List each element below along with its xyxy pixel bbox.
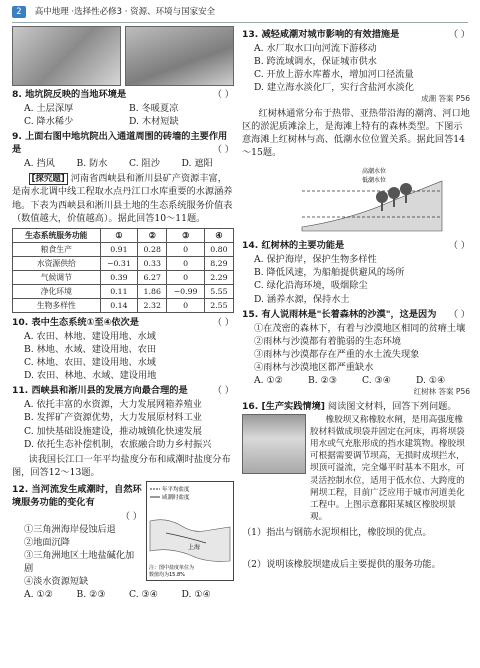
q15-choice-b[interactable]: B. ②③ <box>308 374 338 386</box>
q8-option-b[interactable]: B. 冬暖夏凉 <box>129 103 179 115</box>
q14-option-d[interactable]: D. 涵养水源，保持水土 <box>254 293 350 305</box>
yangtze-salinity-map <box>146 481 234 581</box>
intro-10-11: [探究题] 河南省西峡县和淅川县矿产资源丰富，是南水北调中线工程取水点丹江口水库重要的水源涵养地。下表为西峡县和淅川县土地的生态系统服务价值表（数值越大，价值越高）。据此回答10～11题。 <box>12 173 233 224</box>
ecosystem-value-table <box>12 228 234 313</box>
table-row: 净化环境 0.11 1.86 −0.99 5.55 <box>13 284 234 298</box>
q8-option-c[interactable]: C. 降水稀少 <box>24 116 74 128</box>
q11-option-a[interactable]: A. 依托丰富的水资源，大力发展网箱养殖业 <box>24 399 202 411</box>
q8-option-a[interactable]: A. 土层深厚 <box>24 103 74 115</box>
page-header <box>12 6 468 23</box>
table-row: 气候调节 0.39 6.27 0 2.29 <box>13 270 234 284</box>
question-8: 8. 地坑院反映的当地环境是 （ ） <box>12 89 234 100</box>
mangrove-tide-diagram <box>242 161 470 233</box>
question-16: 16. [生产实践情境] 阅读图文材料，回答下列问题。 <box>242 400 457 412</box>
right-column <box>242 26 470 571</box>
q12-block: 12. 当河流发生咸潮时，自然环境服务功能的变化有 （ ） ①三角洲海岸侵蚀后退 ②地面沉降 ③三角洲地区土地盐碱化加剧 ④淡水资源短缺 年平均盐度 咸潮时盐度 上海 注：图中盐度单位为 数值均为15.8% <box>12 481 234 589</box>
table-row: 生物多样性 0.14 2.32 0 2.55 <box>13 298 234 312</box>
q13-option-d[interactable]: D. 建立海水淡化厂，实行含盐河水淡化 <box>254 82 414 94</box>
legend-annual-salinity: 年平均盐度 <box>162 486 190 493</box>
q12-choices <box>24 588 234 601</box>
q9-option-d[interactable]: D. 遮阳 <box>181 158 213 170</box>
q10-option-a[interactable]: A. 农田、林地、建设用地、水域 <box>24 331 156 343</box>
q15-choice-c[interactable]: C. ③④ <box>362 374 392 386</box>
intro-14-15: 红树林通常分布于热带、亚热带沿海的潮湾、河口地区的淤泥质滩涂上，是海滩上特有的森林类型。下图示意海滩上红树林与高、低潮水位位置关系。据此回答14～15题。 <box>242 107 470 159</box>
question-12: 12. 当河流发生咸潮时，自然环境服务功能的变化有 <box>12 483 142 508</box>
q16-text: 橡胶坝又称橡胶水闸，是用高强度橡胶材料做成坝袋并固定在河床，再将坝袋用水或气充胀形成的挡水建筑物。橡胶坝可根据需要调节坝高，无损时成坝拦水，坝顶可溢流，完全爆平时基本不阻水，可灵活控制水位，适用于低水位、大跨度的闸坝工程，目前广泛应用于城市河道美化工程中。上图示意鄱阳某城区橡胶坝景观。 <box>310 414 465 523</box>
table-row: 粮食生产 0.91 0.28 0 0.80 <box>13 242 234 256</box>
q14-option-c[interactable]: C. 绿化沿海环境，吸烟除尘 <box>254 280 368 292</box>
left-column <box>12 26 234 601</box>
beach-slope <box>302 181 442 231</box>
header-title: 高中地理 ·选择性必修3 · 资源、环境与国家安全 <box>34 7 216 17</box>
q9-options <box>24 157 234 170</box>
question-15: 15. 有人说雨林是"长着森林的沙漠"，这是因为 （ ） <box>242 308 470 320</box>
q15-choice-d[interactable]: D. ①④ <box>416 374 446 386</box>
place-label-shanghai: 上海 <box>188 543 201 551</box>
question-11: 11. 西峡县和淅川县的发展方向最合理的是 （ ） <box>12 385 234 397</box>
high-tide-label: 高潮水位 <box>362 168 387 176</box>
inquiry-tag: [探究题] <box>29 173 68 185</box>
legend-tide-salinity: 咸潮时盐度 <box>162 494 190 501</box>
q8-option-d[interactable]: D. 木材短缺 <box>129 116 179 128</box>
answer-ref-13: 成潮 答案 P56 <box>421 94 470 104</box>
q10-option-b[interactable]: B. 林地、水域、建设用地、农田 <box>24 344 157 356</box>
q9-option-c[interactable]: C. 阻沙 <box>129 158 160 170</box>
q9-option-b[interactable]: B. 防水 <box>76 158 108 170</box>
q16-sub-1: （1）指出与钢筋水泥坝相比，橡胶坝的优点。 <box>242 527 432 539</box>
intro-12-13: 读我国长江口一年平均盐度分布和咸潮时盐度分布图，回答12～13题。 <box>12 453 231 478</box>
answer-space-1[interactable] <box>242 540 470 558</box>
q12-choice-a[interactable]: A. ①② <box>24 589 53 601</box>
map-note-1: 注：图中盐度单位为 <box>149 564 195 571</box>
q14-option-a[interactable]: A. 保护海岸，保护生物多样性 <box>254 254 377 266</box>
q13-option-c[interactable]: C. 开放上游水库蓄水，增加河口径流量 <box>254 69 414 81</box>
q8-options <box>24 102 234 128</box>
answer-ref-15: 红树林 答案 P56 <box>413 386 470 396</box>
q12-choice-d[interactable]: D. ①④ <box>181 589 211 601</box>
map-note-2: 数值均为15.8% <box>149 571 185 578</box>
q13-option-b[interactable]: B. 跨流域调水，保证城市供水 <box>254 56 377 68</box>
rubber-dam-photo <box>242 414 306 474</box>
q15-item-2: ②雨林与沙漠都有着脆弱的生态环境 <box>254 335 401 347</box>
q15-choice-a[interactable]: A. ①② <box>254 374 283 386</box>
q12-item-2: ②地面沉降 <box>24 537 70 548</box>
q10-option-c[interactable]: C. 林地、农田、建设用地、水域 <box>24 357 156 369</box>
question-10: 10. 表中生态系统①至④依次是 （ ） <box>12 317 234 328</box>
page-number: 2 <box>12 6 26 18</box>
q16-sub-2: （2）说明该橡胶坝建成后主要提供的服务功能。 <box>242 558 441 570</box>
q11-option-b[interactable]: B. 发挥矿产资源优势，大力发展原材料工业 <box>24 412 202 424</box>
q11-option-c[interactable]: C. 加快基础设施建设，推动城镇化快速发展 <box>24 425 202 437</box>
q14-option-b[interactable]: B. 降低风速，为船舶提供避风的场所 <box>254 267 405 279</box>
question-13: 13. 减轻咸潮对城市影响的有效措施是 （ ） <box>242 29 470 40</box>
q15-item-4: ④雨林与沙漠地区都严重缺水 <box>254 361 374 373</box>
q12-item-1: ①三角洲海岸侵蚀后退 <box>24 523 116 535</box>
q12-choice-c[interactable]: C. ③④ <box>129 589 159 601</box>
q9-option-a[interactable]: A. 挡风 <box>24 158 55 170</box>
q15-item-3: ③雨林与沙漠都存在严重的水土流失现象 <box>254 348 420 360</box>
q15-choices <box>254 374 470 387</box>
q12-item-3: ③三角洲地区土地盐碱化加剧 <box>24 550 135 575</box>
q15-item-1: ①在茂密的森林下，有着与沙漠地区相同的贫瘠土壤 <box>254 322 466 334</box>
table-header-row: 生态系统服务功能 ① ② ③ ④ <box>13 228 234 242</box>
q12-choice-b[interactable]: B. ②③ <box>76 589 106 601</box>
question-14: 14. 红树林的主要功能是 （ ） <box>242 240 470 252</box>
pit-courtyard-photo-right <box>125 26 234 86</box>
q10-option-d[interactable]: D. 农田、林地、水域、建设用地 <box>24 370 157 382</box>
q11-option-d[interactable]: D. 依托生态补偿机制，农旅融合助力乡村振兴 <box>24 438 212 450</box>
table-row: 水资源供给 −0.31 0.33 0 8.29 <box>13 256 234 270</box>
question-9: 9. 上面右图中地坑院出入通道周围的砖墙的主要作用是 （ ） <box>12 131 234 156</box>
pit-courtyard-photo-left <box>12 26 121 86</box>
q12-item-4: ④淡水资源短缺 <box>24 576 89 588</box>
q16-material <box>242 414 470 524</box>
q13-option-a[interactable]: A. 水厂取水口向河流下游移动 <box>254 43 377 55</box>
low-tide-label: 低潮水位 <box>362 177 387 185</box>
